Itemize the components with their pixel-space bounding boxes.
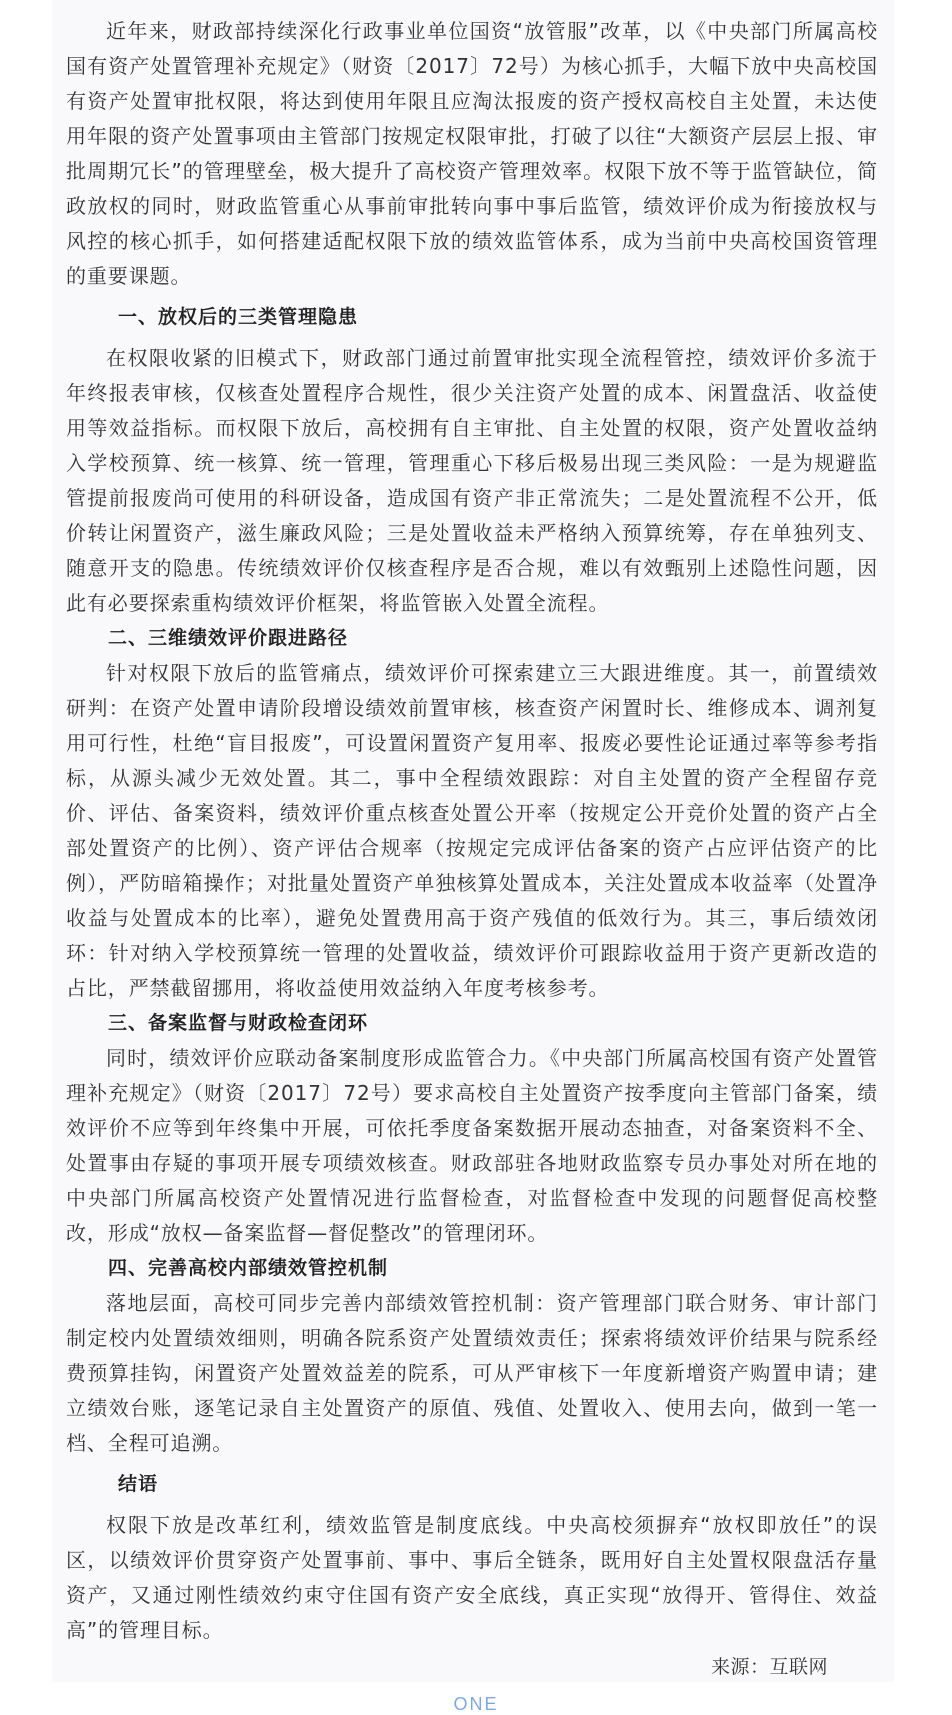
- footer-label: ONE: [453, 1694, 499, 1714]
- section-heading-3: 三、备案监督与财政检查闭环: [108, 1012, 369, 1034]
- conclusion-heading: 结语: [118, 1473, 159, 1495]
- conclusion-body: 权限下放是改革红利，绩效监管是制度底线。中央高校须摒弃“放权即放任”的误区，以绩效评价贯穿资产处置事前、事中、事后全链条，既用好自主处置权限盘活存量资产，又通过刚性绩效约束守住国有资产安全底线，真正实现“放得开、管得住、效益高”的管理目标。: [66, 1513, 878, 1642]
- section-body-1: 在权限收紧的旧模式下，财政部门通过前置审批实现全流程管控，绩效评价多流于年终报表审核，仅核查处置程序合规性，很少关注资产处置的成本、闲置盘活、收益使用等效益指标。而权限下放后，高校拥有自主审批、自主处置的权限，资产处置收益纳入学校预算、统一核算、统一管理，管理重心下移后极易出现三类风险：一是为规避监管提前报废尚可使用的科研设备，造成国有资产非正常流失；二是处置流程不公开，低价转让闲置资产，滋生廉政风险；三是处置收益未严格纳入预算统筹，存在单独列支、随意开支的隐患。传统绩效评价仅核查程序是否合规，难以有效甄别上述隐性问题，因此有必要探索重构绩效评价框架，将监管嵌入处置全流程。: [66, 346, 878, 615]
- section-heading-4: 四、完善高校内部绩效管控机制: [108, 1257, 389, 1279]
- section-heading-2: 二、三维绩效评价跟进路径: [108, 627, 349, 649]
- article-card: [52, 0, 894, 1682]
- section-body-3: 同时，绩效评价应联动备案制度形成监管合力。《中央部门所属高校国有资产处置管理补充规定》（财资〔2017〕72号）要求高校自主处置资产按季度向主管部门备案，绩效评价不应等到年终集中开展，可依托季度备案数据开展动态抽查，对备案资料不全、处置事由存疑的事项开展专项绩效核查。财政部驻各地财政监察专员办事处对所在地的中央部门所属高校资产处置情况进行监督检查，对监督检查中发现的问题督促高校整改，形成“放权—备案监督—督促整改”的管理闭环。: [66, 1046, 878, 1245]
- section-body-4: 落地层面，高校可同步完善内部绩效管控机制：资产管理部门联合财务、审计部门制定校内处置绩效细则，明确各院系资产处置绩效责任；探索将绩效评价结果与院系经费预算挂钩，闲置资产处置效益差的院系，可从严审核下一年度新增资产购置申请；建立绩效台账，逐笔记录自主处置资产的原值、残值、处置收入、使用去向，做到一笔一档、全程可追溯。: [66, 1291, 878, 1455]
- source-credit: 来源：互联网: [710, 1656, 828, 1678]
- section-heading-1: 一、放权后的三类管理隐患: [118, 306, 359, 328]
- section-body-2: 针对权限下放后的监管痛点，绩效评价可探索建立三大跟进维度。其一，前置绩效研判：在资产处置申请阶段增设绩效前置审核，核查资产闲置时长、维修成本、调剂复用可行性，杜绝“盲目报废”，可设置闲置资产复用率、报废必要性论证通过率等参考指标，从源头减少无效处置。其二，事中全程绩效跟踪：对自主处置的资产全程留存竞价、评估、备案资料，绩效评价重点核查处置公开率（按规定公开竞价处置的资产占全部处置资产的比例）、资产评估合规率（按规定完成评估备案的资产占应评估资产的比例），严防暗箱操作；对批量处置资产单独核算处置成本，关注处置成本收益率（处置净收益与处置成本的比率），避免处置费用高于资产残值的低效行为。其三，事后绩效闭环：针对纳入学校预算统一管理的处置收益，绩效评价可跟踪收益用于资产更新改造的占比，严禁截留挪用，将收益使用效益纳入年度考核参考。: [66, 661, 878, 1000]
- intro-paragraph: 近年来，财政部持续深化行政事业单位国资“放管服”改革，以《中央部门所属高校国有资产处置管理补充规定》（财资〔2017〕72号）为核心抓手，大幅下放中央高校国有资产处置审批权限，将达到使用年限且应淘汰报废的资产授权高校自主处置，未达使用年限的资产处置事项由主管部门按规定权限审批，打破了以往“大额资产层层上报、审批周期冗长”的管理壁垒，极大提升了高校资产管理效率。权限下放不等于监管缺位，简政放权的同时，财政监管重心从事前审批转向事中事后监管，绩效评价成为衔接放权与风控的核心抓手，如何搭建适配权限下放的绩效监管体系，成为当前中央高校国资管理的重要课题。: [66, 19, 878, 288]
